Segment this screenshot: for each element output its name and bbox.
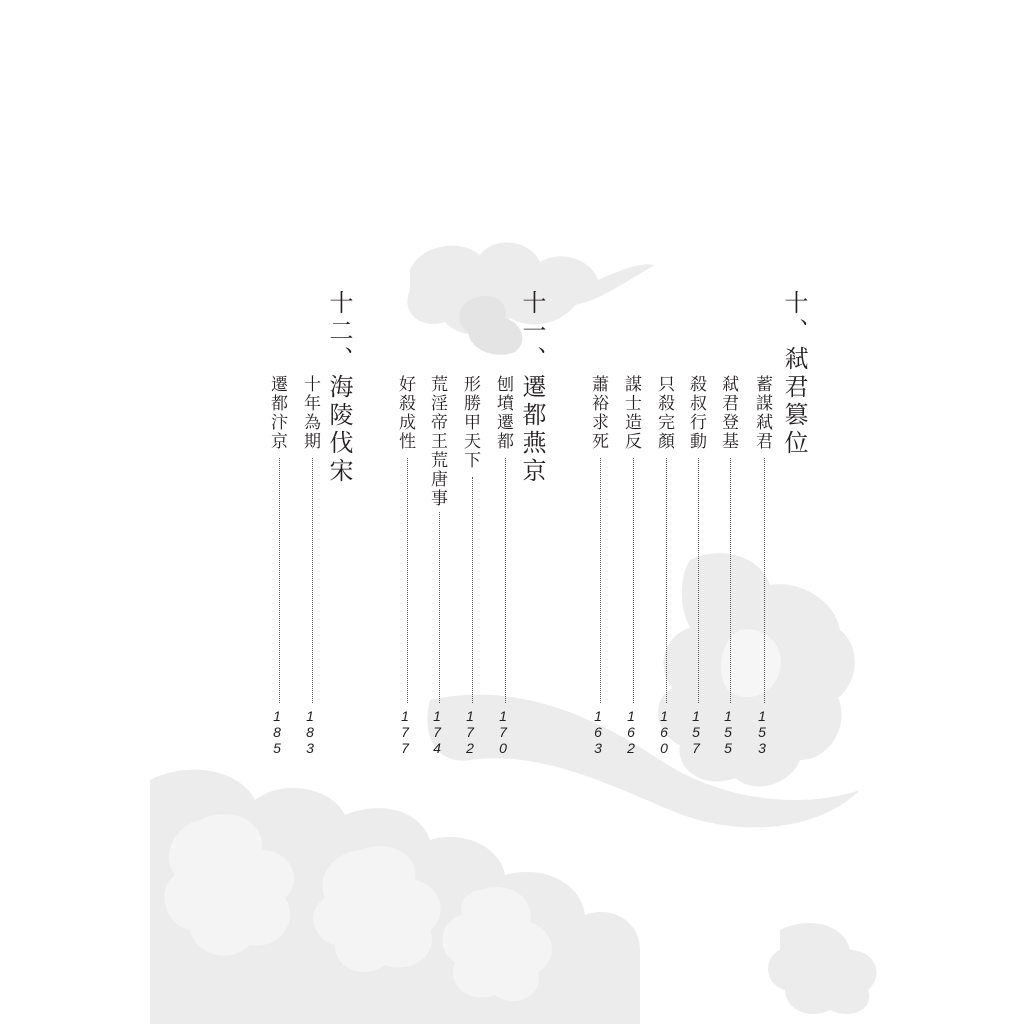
toc-entry-title[interactable]: 荒淫帝王荒唐事	[427, 375, 447, 508]
toc-entry-title[interactable]: 蕭裕求死	[588, 375, 608, 451]
dot-leader	[730, 458, 731, 703]
toc-entry-title[interactable]: 只殺完顏	[654, 375, 674, 451]
dot-leader	[407, 458, 408, 703]
dot-leader	[505, 458, 506, 703]
dot-leader	[698, 458, 699, 703]
dot-leader	[764, 458, 765, 703]
toc-entry-title[interactable]: 謀士造反	[621, 375, 641, 451]
toc-page-number: 153	[754, 708, 770, 756]
toc-entry-title[interactable]: 蓄謀弒君	[752, 375, 772, 451]
toc-page-number: 160	[656, 708, 672, 756]
toc-entry-title[interactable]: 形勝甲天下	[460, 375, 480, 470]
dot-leader	[439, 512, 440, 703]
toc-page-number: 162	[623, 708, 639, 756]
toc-page-number: 174	[429, 708, 445, 756]
toc-entry-title[interactable]: 弒君登基	[718, 375, 738, 451]
chapter-title: 十二、海陵伐宋	[325, 290, 353, 486]
chapter-title: 十一、遷都燕京	[518, 290, 546, 486]
dot-leader	[666, 458, 667, 703]
dot-leader	[279, 458, 280, 703]
toc-page-number: 172	[462, 708, 478, 756]
toc-entry-title[interactable]: 刨墳遷都	[493, 375, 513, 451]
chapter-title: 十、弒君篡位	[780, 290, 808, 458]
toc-entry-title[interactable]: 殺叔行動	[686, 375, 706, 451]
toc-page-number: 155	[720, 708, 736, 756]
toc-entry-title[interactable]: 好殺成性	[395, 375, 415, 451]
dot-leader	[312, 458, 313, 703]
toc-page-number: 163	[590, 708, 606, 756]
toc-page-number: 157	[688, 708, 704, 756]
toc-page-number: 185	[269, 708, 285, 756]
toc-entry-title[interactable]: 十年為期	[300, 375, 320, 451]
toc-page-number: 170	[495, 708, 511, 756]
toc-page-number: 177	[397, 708, 413, 756]
dot-leader	[633, 458, 634, 703]
toc-page-number: 183	[302, 708, 318, 756]
dot-leader	[600, 458, 601, 703]
dot-leader	[472, 477, 473, 703]
toc-entry-title[interactable]: 遷都汴京	[267, 375, 287, 451]
